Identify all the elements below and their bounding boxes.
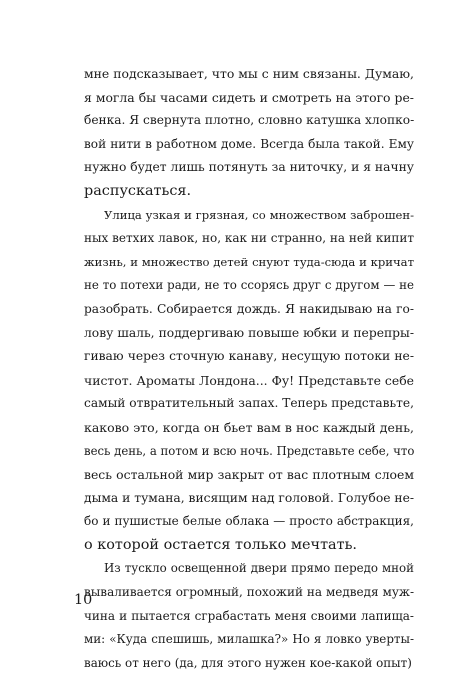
text-line: самый отвратительный запах. Теперь представьте,: [84, 396, 415, 411]
paragraph: [84, 62, 414, 204]
text-line: дыма и тумана, висящим над головой. Голубое не-: [84, 490, 415, 505]
text-line: бенка. Я свернута плотно, словно катушка хлопко-: [84, 113, 415, 128]
text-line: не то потехи ради, не то ссорясь друг с другом — не: [84, 278, 414, 293]
text-line: лову шаль, поддергиваю повыше юбки и перепры-: [84, 325, 414, 340]
text-line: разобрать. Собирается дождь. Я накидываю на го-: [84, 301, 414, 316]
text-line: чистот. Ароматы Лондона... Фу! Представьте себе: [84, 372, 414, 388]
text-line: я могла бы часами сидеть и смотреть на этого ре-: [84, 89, 414, 105]
text-line: гиваю через сточную канаву, несущую потоки не-: [84, 349, 414, 364]
text-line: жизнь, и множество детей снуют туда-сюда и кричат: [84, 254, 414, 269]
text-line: вой нити в работном доме. Всегда была такой. Ему: [84, 136, 414, 151]
text-line: мне подсказывает, что мы с ним связаны. Думаю,: [84, 66, 414, 81]
text-line: ных ветхих лавок, но, как ни странно, на ней кипит: [84, 231, 414, 246]
text-line: весь день, а потом и всю ночь. Представьте себе, что: [84, 443, 415, 458]
paragraph: [84, 557, 414, 675]
text-line: ваюсь от него (да, для этого нужен кое-какой опыт): [84, 655, 412, 670]
paragraph: [84, 204, 414, 558]
text-line: распускаться.: [84, 182, 192, 199]
body-text: [84, 62, 414, 675]
text-line: каково это, когда он бьет вам в нос каждый день,: [84, 419, 414, 435]
text-line: о которой остается только мечтать.: [84, 536, 357, 553]
text-line: Улица узкая и грязная, со множеством заброшен-: [104, 207, 414, 222]
text-line: Из тускло освещенной двери прямо передо мной: [104, 561, 414, 576]
text-line: весь остальной мир закрыт от вас плотным слоем: [84, 467, 414, 483]
text-line: ми: «Куда спешишь, милашка?» Но я ловко уверты-: [84, 632, 414, 647]
page-number: 10: [74, 592, 93, 608]
text-line: нужно будет лишь потянуть за ниточку, и я начну: [84, 160, 414, 175]
text-line: бо и пушистые белые облака — просто абстракция,: [84, 514, 414, 529]
text-line: вываливается огромный, похожий на медведя муж-: [84, 585, 414, 600]
text-line: чина и пытается сграбастать меня своими лапища-: [84, 608, 414, 623]
